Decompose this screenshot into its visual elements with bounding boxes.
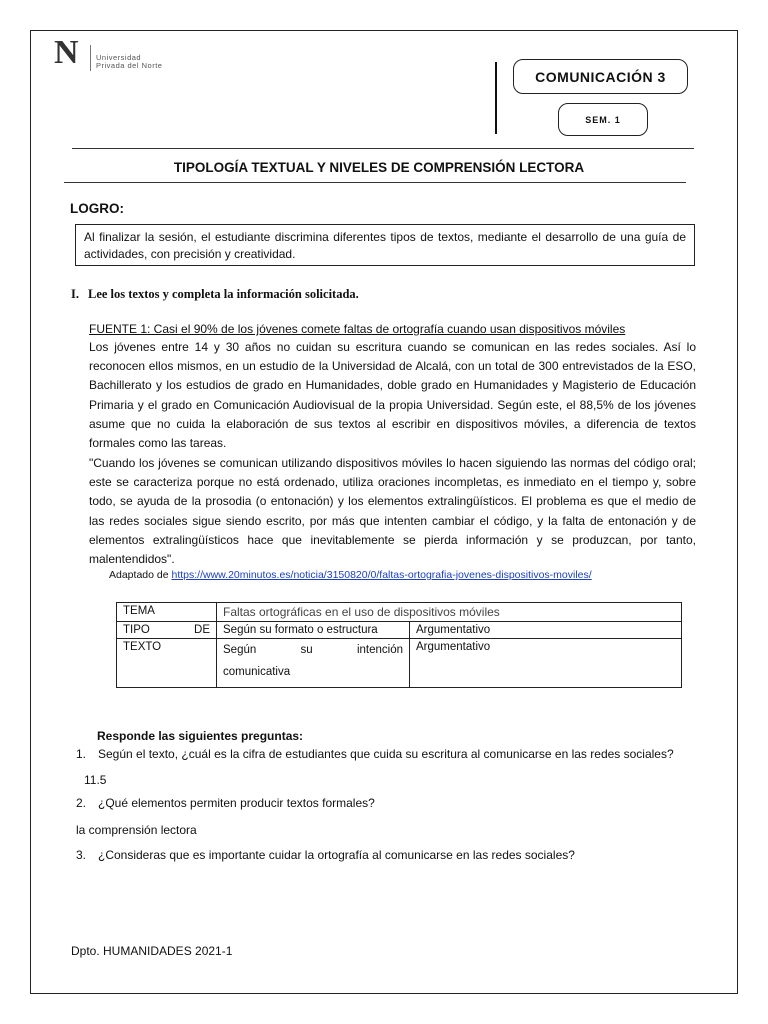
university-name-line2: Privada del Norte (96, 61, 163, 70)
table-row (117, 603, 682, 622)
week-badge: SEM. 1 (558, 103, 648, 136)
title-bottom-rule (64, 182, 686, 183)
university-name (96, 54, 162, 70)
criterion-cell: Según su formato o estructura (217, 622, 410, 639)
text-type-table (116, 602, 682, 688)
answer-2[interactable]: la comprensión lectora (76, 823, 197, 837)
title-top-rule (72, 148, 694, 149)
source-paragraph-2: "Cuando los jóvenes se comunican utilizando dispositivos móviles lo hacen siguiendo las normas del código oral; este se caracteriza porque no está ordenado, utiliza oraciones incompletas, es inmediato en el tiempo y, sobre todo, se ayuda de la prosodia (o entonación) y los elementos extralingüísticos. El problema es que el medio de las redes sociales sigue siendo escrito, por más que intenten cambiar el código, y la falta de entonación y de elementos extralingüísticos hace que inevitablemente se pierda información y se produzcan, por tanto, malentendidos". (89, 456, 696, 567)
answer-cell[interactable]: Argumentativo (410, 622, 682, 639)
table-row (117, 622, 682, 639)
texto-label-cell: TEXTO (117, 639, 217, 688)
tema-label-cell: TEMA (117, 603, 217, 622)
university-name-line1: Universidad (96, 53, 142, 62)
answer-cell[interactable]: Argumentativo (410, 639, 682, 688)
tema-value-cell[interactable]: Faltas ortográficas en el uso de dispositivos móviles (217, 603, 682, 622)
section-heading-text: Lee los textos y completa la información solicitada. (88, 287, 359, 301)
section-heading (71, 287, 359, 302)
question-2: 2. ¿Qué elementos permiten producir textos formales? (76, 796, 375, 810)
tipo-label-cell: TIPO DE (117, 622, 217, 639)
citation-label: Adaptado de (109, 569, 169, 581)
logro-label: LOGRO: (70, 201, 124, 216)
source-paragraph-1: Los jóvenes entre 14 y 30 años no cuidan su escritura cuando se comunican en las redes sociales. Así lo reconocen ellos mismos, en un estudio de la Universidad de Alcalá, con un total de 300 entrevistados de la ESO, Bachillerato y los estudios de grado en Humanidades, doble grado en Humanidades y Magisterio de Educación Primaria y el grado en Comunicación Audiovisual de la propia Universidad. Según este, el 88,5% de los jóvenes asume que no cuida la elaboración de sus textos al escribir en dispositivos móviles, a diferencia de textos formales como las tareas. (89, 340, 696, 451)
source-citation (109, 569, 592, 581)
logo-divider (90, 45, 91, 71)
logro-box (75, 224, 695, 266)
source-title: FUENTE 1: Casi el 90% de los jóvenes comete faltas de ortografía cuando usan dispositivos móviles (89, 322, 626, 336)
section-number: I. (71, 287, 79, 301)
questions-intro: Responde las siguientes preguntas: (97, 729, 304, 743)
university-logo-icon: N (54, 34, 79, 71)
header-vertical-divider (495, 62, 497, 134)
answer-1[interactable]: 11.5 (84, 773, 107, 787)
question-1: 1. Según el texto, ¿cuál es la cifra de estudiantes que cuida su escritura al comunicarse en las redes sociales? (76, 747, 674, 761)
question-3: 3. ¿Consideras que es importante cuidar la ortografía al comunicarse en las redes sociales? (76, 848, 575, 862)
course-badge: COMUNICACIÓN 3 (513, 59, 688, 94)
criterion-cell: Según su intención comunicativa (217, 639, 410, 688)
source-link[interactable]: https://www.20minutos.es/noticia/3150820/0/faltas-ortografia-jovenes-dispositivos-moviles/ (171, 569, 592, 581)
table-row (117, 639, 682, 688)
logro-text: Al finalizar la sesión, el estudiante discrimina diferentes tipos de textos, mediante el desarrollo de una guía de actividades, con precisión y creatividad. (84, 230, 686, 261)
footer-department: Dpto. HUMANIDADES 2021-1 (71, 944, 233, 958)
page-title: TIPOLOGÍA TEXTUAL Y NIVELES DE COMPRENSIÓN LECTORA (173, 160, 585, 175)
